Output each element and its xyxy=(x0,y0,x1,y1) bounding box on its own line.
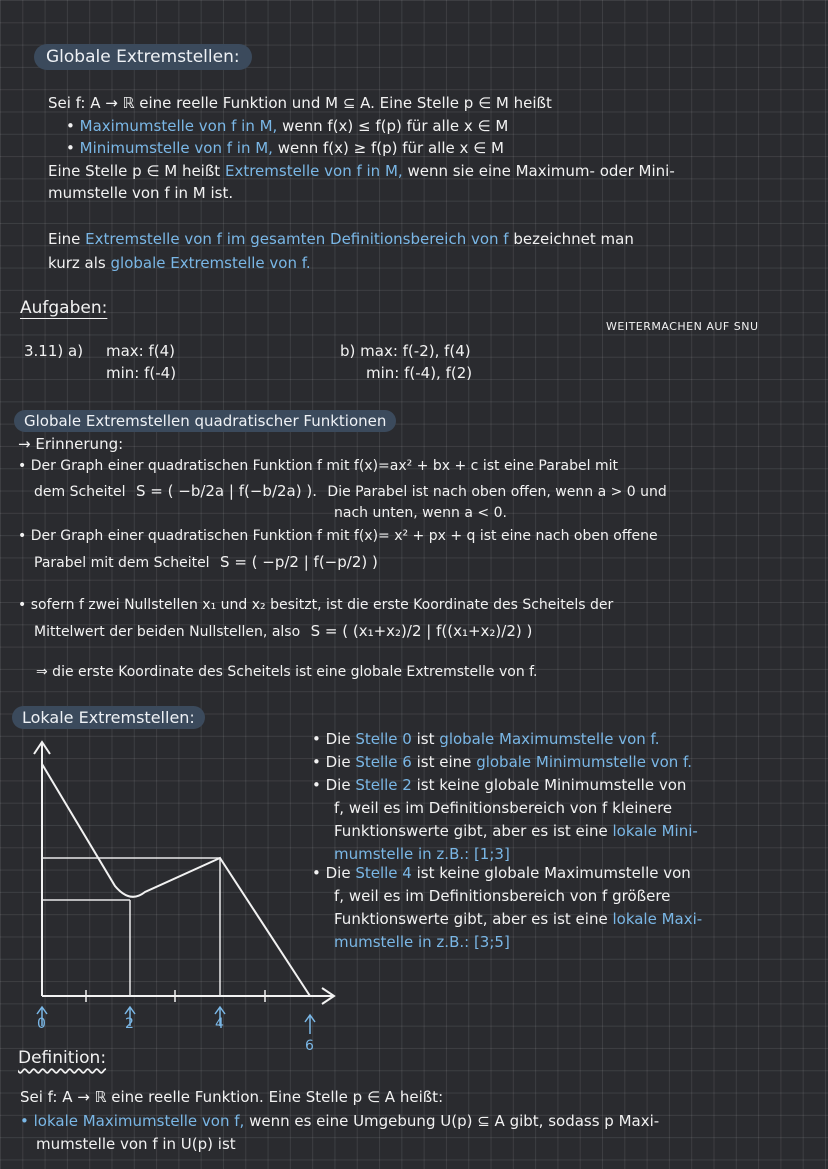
section-title-quadratic: Globale Extremstellen quadratischer Funktionen xyxy=(14,410,396,432)
definition-line-3: mumstelle von f in U(p) ist xyxy=(36,1135,236,1153)
quadratic-line-3: nach unten, wenn a < 0. xyxy=(334,505,507,521)
local-bullet-2: • Die Stelle 6 ist eine globale Minimumstelle von f. xyxy=(312,753,692,771)
x-label-6: 6 xyxy=(305,1038,314,1054)
function-graph xyxy=(20,734,350,1054)
task-a-min: min: f(-4) xyxy=(106,364,177,382)
local-bullet-4: • Die Stelle 4 ist keine globale Maximumstelle von xyxy=(312,864,691,882)
local-bullet-1: • Die Stelle 0 ist globale Maximumstelle von f. xyxy=(312,730,660,748)
definition-intro: Sei f: A → ℝ eine reelle Funktion und M ⊆ A. Eine Stelle p ∈ M heißt xyxy=(48,94,552,112)
term-minimumstelle: Minimumstelle von f in M, xyxy=(79,139,273,157)
quadratic-line-1: • Der Graph einer quadratischen Funktion f mit f(x)=ax² + bx + c ist eine Parabel mit xyxy=(18,458,618,474)
quadratic-line-2: dem Scheitel S = ( −b/2a | f(−b/2a) ). Die Parabel ist nach oben offen, wenn a > 0 und xyxy=(34,482,667,500)
global-definition-line: Eine Extremstelle von f im gesamten Definitionsbereich von f bezeichnet man xyxy=(48,230,634,248)
task-number: 3.11) a) xyxy=(24,342,84,360)
quadratic-line-4: • Der Graph einer quadratischen Funktion f mit f(x)= x² + px + q ist eine nach oben offene xyxy=(18,528,658,544)
section-title-local: Lokale Extremstellen: xyxy=(12,706,205,729)
task-b-min: min: f(-4), f(2) xyxy=(366,364,473,382)
function-curve xyxy=(42,764,310,996)
local-bullet-4-line-3: Funktionswerte gibt, aber es ist eine lokale Maxi- xyxy=(334,910,703,928)
local-bullet-3-line-3: Funktionswerte gibt, aber es ist eine lokale Mini- xyxy=(334,822,698,840)
formula-vertex-abc: S = ( −b/2a | f(−b/2a) ). xyxy=(136,482,317,500)
local-bullet-4-line-2: f, weil es im Definitionsbereich von f größere xyxy=(334,887,671,905)
quadratic-line-7: Mittelwert der beiden Nullstellen, also S = ( (x₁+x₂)/2 | f((x₁+x₂)/2) ) xyxy=(34,622,533,640)
section-title-global: Globale Extremstellen: xyxy=(34,44,252,70)
section-title-definition: Definition: xyxy=(18,1048,107,1068)
term-globale-extremstelle: globale Extremstelle von f. xyxy=(110,254,311,272)
local-bullet-3-line-2: f, weil es im Definitionsbereich von f kleinere xyxy=(334,799,673,817)
local-bullet-3: • Die Stelle 2 ist keine globale Minimumstelle von xyxy=(312,776,687,794)
extremstelle-line: Eine Stelle p ∈ M heißt Extremstelle von f in M, wenn sie eine Maximum- oder Mini- xyxy=(48,162,675,180)
task-a-max: max: f(4) xyxy=(106,342,176,360)
global-definition-line-2: kurz als globale Extremstelle von f. xyxy=(48,254,311,272)
bullet-minimumstelle: • Minimumstelle von f in M, wenn f(x) ≥ f(p) für alle x ∈ M xyxy=(66,139,504,157)
extremstelle-line-2: mumstelle von f in M ist. xyxy=(48,184,234,202)
reminder-label: → Erinnerung: xyxy=(18,435,124,453)
term-extremstelle: Extremstelle von f in M, xyxy=(224,162,403,180)
task-b-max: b) max: f(-2), f(4) xyxy=(340,342,471,360)
quadratic-line-5: Parabel mit dem Scheitel S = ( −p/2 | f(−p/2) ) xyxy=(34,553,378,571)
x-label-2: 2 xyxy=(125,1016,134,1032)
local-bullet-3-line-4: mumstelle in z.B.: [1;3] xyxy=(334,845,510,863)
formula-vertex-pq: S = ( −p/2 | f(−p/2) ) xyxy=(220,553,378,571)
quadratic-line-6: • sofern f zwei Nullstellen x₁ und x₂ besitzt, ist die erste Koordinate des Scheitels der xyxy=(18,597,614,613)
note-weitermachen: WEITERMACHEN AUF SNU xyxy=(606,320,759,333)
local-bullet-4-line-4: mumstelle in z.B.: [3;5] xyxy=(334,933,510,951)
x-label-0: 0 xyxy=(37,1016,46,1032)
x-label-4: 4 xyxy=(215,1016,224,1032)
definition-line-2: • lokale Maximumstelle von f, wenn es eine Umgebung U(p) ⊆ A gibt, sodass p Maxi- xyxy=(20,1112,660,1130)
quadratic-conclusion: ⇒ die erste Koordinate des Scheitels ist eine globale Extremstelle von f. xyxy=(36,664,538,680)
bullet-maximumstelle: • Maximumstelle von f in M, wenn f(x) ≤ f(p) für alle x ∈ M xyxy=(66,117,509,135)
formula-vertex-zeros: S = ( (x₁+x₂)/2 | f((x₁+x₂)/2) ) xyxy=(310,622,533,640)
section-title-tasks: Aufgaben: xyxy=(20,298,108,318)
definition-line-1: Sei f: A → ℝ eine reelle Funktion. Eine Stelle p ∈ A heißt: xyxy=(20,1088,444,1106)
term-extremstelle-gesamt: Extremstelle von f im gesamten Definitionsbereich von f xyxy=(85,230,509,248)
term-maximumstelle: Maximumstelle von f in M, xyxy=(79,117,278,135)
